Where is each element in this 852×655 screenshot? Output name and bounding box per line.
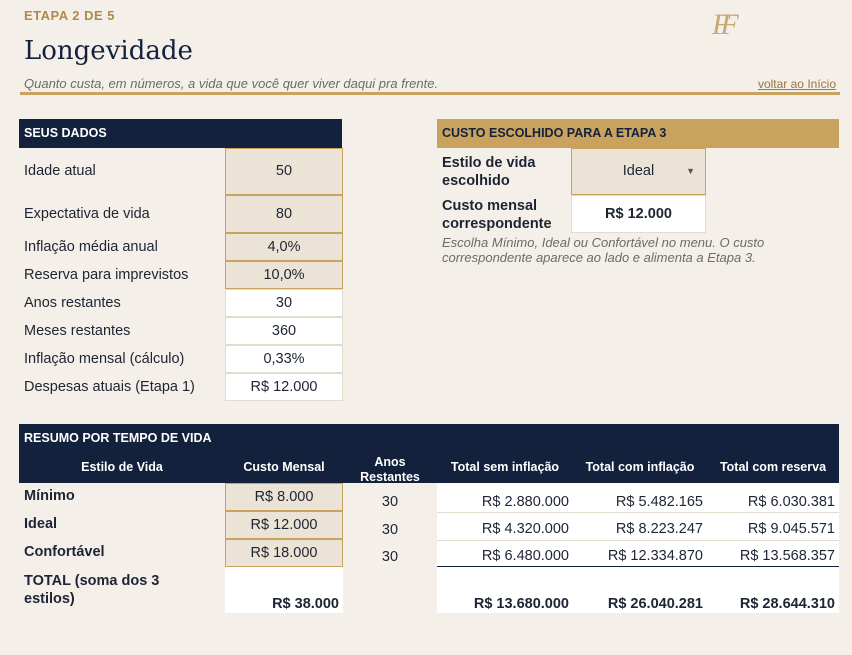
col-anos-line2: Restantes xyxy=(360,470,420,484)
row-label-total-line1: TOTAL (soma dos 3 xyxy=(24,573,160,589)
col-total-com-reserva: Total com reserva xyxy=(719,460,827,474)
col-total-sem-inflacao: Total sem inflação xyxy=(450,460,560,474)
col-total-com-inflacao: Total com inflação xyxy=(585,460,695,474)
input-idade-atual[interactable]: 50 xyxy=(225,148,343,195)
page-subtitle: Quanto custa, em números, a vida que você quer viver daqui pra frente. xyxy=(24,76,439,91)
chevron-down-icon[interactable]: ▼ xyxy=(686,166,695,176)
col-anos-line1: Anos xyxy=(374,455,406,469)
label-anos-restantes: Anos restantes xyxy=(24,295,121,311)
label-reserva-imprevistos: Reserva para imprevistos xyxy=(24,267,189,283)
col-custo-mensal: Custo Mensal xyxy=(243,460,325,474)
input-custo-confortavel[interactable]: R$ 18.000 xyxy=(225,539,343,567)
estilo-vida-selected: Ideal xyxy=(622,163,655,179)
label-expectativa-vida: Expectativa de vida xyxy=(24,206,150,222)
label-custo-mensal-line2: correspondente xyxy=(442,216,552,232)
custo-escolhido-heading: CUSTO ESCOLHIDO PARA A ETAPA 3 xyxy=(437,119,839,148)
total-sem-inflacao: R$ 13.680.000 xyxy=(437,567,573,613)
seus-dados-heading: SEUS DADOS xyxy=(19,119,342,148)
label-inflacao-anual: Inflação média anual xyxy=(24,239,158,255)
page-title: Longevidade xyxy=(24,36,193,66)
label-estilo-vida-line1: Estilo de vida xyxy=(442,155,536,171)
header-divider xyxy=(20,92,840,95)
total-com-inflacao: R$ 26.040.281 xyxy=(573,567,707,613)
com-reserva-minimo: R$ 6.030.381 xyxy=(707,483,839,513)
label-estilo-vida-line2: escolhido xyxy=(442,173,510,189)
label-custo-mensal-line1: Custo mensal xyxy=(442,198,538,214)
value-inflacao-mensal: 0,33% xyxy=(225,345,343,373)
back-to-home-link[interactable]: voltar ao Início xyxy=(757,77,836,91)
input-custo-ideal[interactable]: R$ 12.000 xyxy=(225,511,343,539)
row-label-minimo: Mínimo xyxy=(24,488,75,504)
label-idade-atual: Idade atual xyxy=(24,163,96,179)
estilo-vida-dropdown[interactable] xyxy=(571,148,706,195)
com-inflacao-minimo: R$ 5.482.165 xyxy=(573,483,707,513)
row-label-total xyxy=(24,572,159,608)
input-expectativa-vida[interactable]: 80 xyxy=(225,195,343,233)
com-inflacao-ideal: R$ 8.223.247 xyxy=(573,513,707,541)
anos-minimo: 30 xyxy=(381,494,399,510)
total-custo-mensal: R$ 38.000 xyxy=(225,567,343,613)
value-meses-restantes: 360 xyxy=(225,317,343,345)
sem-inflacao-minimo: R$ 2.880.000 xyxy=(437,483,573,513)
row-label-confortavel: Confortável xyxy=(24,544,105,560)
step-indicator: ETAPA 2 DE 5 xyxy=(24,8,116,23)
input-custo-minimo[interactable]: R$ 8.000 xyxy=(225,483,343,511)
total-com-reserva: R$ 28.644.310 xyxy=(707,567,839,613)
label-estilo-vida xyxy=(442,154,535,190)
anos-ideal: 30 xyxy=(381,522,399,538)
resumo-heading: RESUMO POR TEMPO DE VIDA xyxy=(24,431,212,445)
value-despesas-atuais: R$ 12.000 xyxy=(225,373,343,401)
sem-inflacao-ideal: R$ 4.320.000 xyxy=(437,513,573,541)
input-inflacao-anual[interactable]: 4,0% xyxy=(225,233,343,261)
custo-note-line2: correspondente aparece ao lado e alimenta a Etapa 3. xyxy=(442,250,756,265)
label-meses-restantes: Meses restantes xyxy=(24,323,131,339)
row-label-total-line2: estilos) xyxy=(24,591,75,607)
value-anos-restantes: 30 xyxy=(225,289,343,317)
com-reserva-confortavel: R$ 13.568.357 xyxy=(707,541,839,567)
com-reserva-ideal: R$ 9.045.571 xyxy=(707,513,839,541)
label-despesas-atuais: Despesas atuais (Etapa 1) xyxy=(24,379,195,395)
custo-note-line1: Escolha Mínimo, Ideal ou Confortável no menu. O custo xyxy=(442,235,765,250)
label-inflacao-mensal: Inflação mensal (cálculo) xyxy=(24,351,185,367)
com-inflacao-confortavel: R$ 12.334.870 xyxy=(573,541,707,567)
brand-logo: FF xyxy=(712,8,729,41)
anos-confortavel: 30 xyxy=(381,549,399,565)
custo-note xyxy=(442,235,764,265)
sem-inflacao-confortavel: R$ 6.480.000 xyxy=(437,541,573,567)
col-anos-restantes xyxy=(343,455,437,485)
value-custo-mensal: R$ 12.000 xyxy=(571,195,706,233)
input-reserva-imprevistos[interactable]: 10,0% xyxy=(225,261,343,289)
label-custo-mensal xyxy=(442,197,552,233)
col-estilo-vida: Estilo de Vida xyxy=(81,460,163,474)
row-label-ideal: Ideal xyxy=(24,516,58,532)
